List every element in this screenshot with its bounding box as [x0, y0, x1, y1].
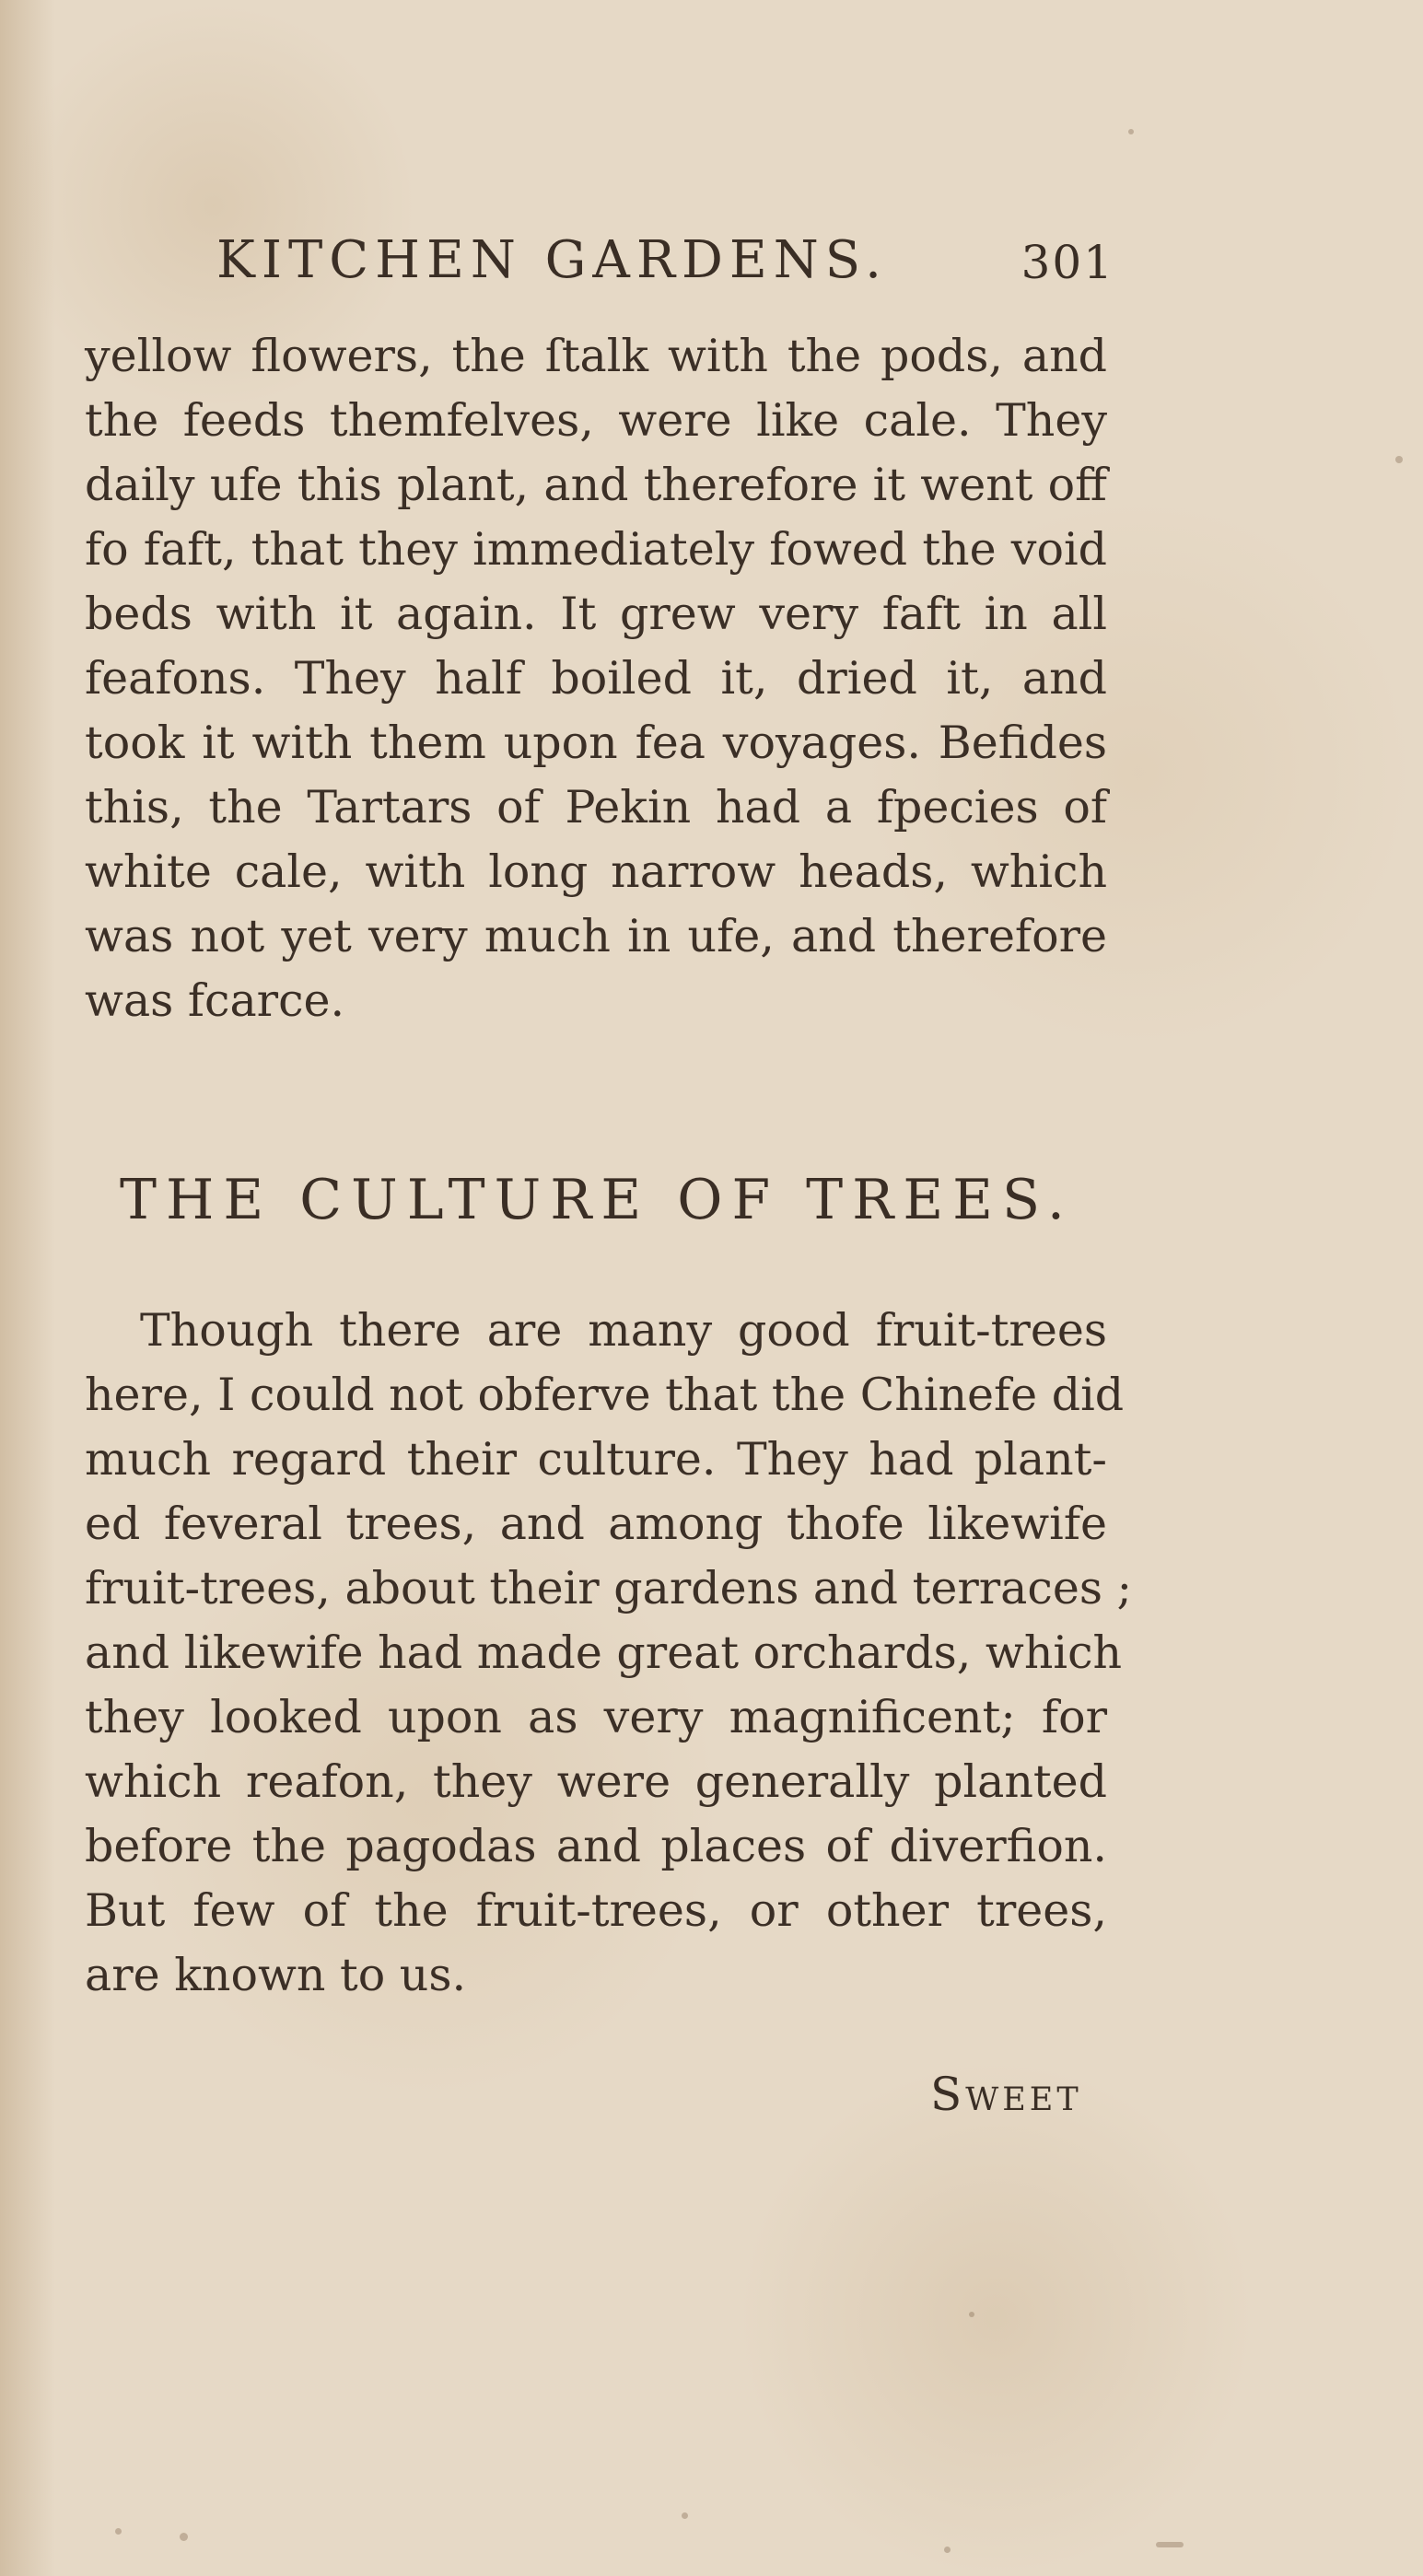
- text-line: before the pagodas and places of diverfion.: [85, 1820, 1107, 1872]
- running-head: [216, 230, 1114, 304]
- paper-speck: [944, 2547, 951, 2553]
- text-line: ed feveral trees, and among thofe likewife: [85, 1498, 1107, 1550]
- paper-speck: [115, 2528, 122, 2535]
- text-line: was not yet very much in ufe, and therefore: [85, 910, 1107, 962]
- text-line: took it with them upon fea voyages. Befides: [85, 717, 1107, 769]
- text-line: feafons. They half boiled it, dried it, and: [85, 652, 1107, 705]
- section-heading: THE CULTURE OF TREES.: [120, 1168, 1074, 1232]
- text-line: they looked upon as very magnificent; for: [85, 1691, 1107, 1743]
- paper-speck: [1156, 2542, 1184, 2547]
- text-line: which reafon, they were generally planted: [85, 1755, 1107, 1808]
- running-title: KITCHEN GARDENS.: [216, 230, 888, 290]
- text-line: yellow flowers, the ſtalk with the pods, and: [85, 330, 1107, 382]
- text-line: was fcarce.: [85, 974, 345, 1027]
- paragraph-trees: [85, 1299, 1133, 2008]
- page-number: 301: [1021, 236, 1114, 289]
- text-line: this, the Tartars of Pekin had a fpecies of: [85, 781, 1107, 833]
- text-line: daily ufe this plant, and therefore it went off: [85, 459, 1107, 511]
- text-line: fo faft, that they immediately fowed the void: [85, 523, 1107, 576]
- text-line: Though there are many good fruit-trees: [140, 1304, 1107, 1357]
- text-line: beds with it again. It grew very faft in all: [85, 588, 1107, 640]
- text-line: the feeds themfelves, were like cale. They: [85, 394, 1107, 447]
- paper-speck: [682, 2512, 688, 2519]
- paper-speck: [1128, 129, 1134, 134]
- text-line: white cale, with long narrow heads, which: [85, 845, 1107, 898]
- paper-speck: [180, 2533, 188, 2541]
- text-line: fruit-trees, about their gardens and terraces ;: [85, 1562, 1133, 1614]
- text-line: are known to us.: [85, 1949, 467, 2001]
- text-line: here, I could not obferve that the Chinefe did: [85, 1369, 1125, 1421]
- catchword: Sweet: [930, 2068, 1082, 2121]
- paper-speck: [1395, 456, 1403, 463]
- paper-speck: [969, 2312, 974, 2317]
- text-line: much regard their culture. They had plant-: [85, 1433, 1107, 1486]
- paragraph-kale: [85, 324, 1107, 1033]
- text-line: But few of the fruit-trees, or other trees,: [85, 1884, 1107, 1937]
- text-line: and likewife had made great orchards, which: [85, 1626, 1123, 1679]
